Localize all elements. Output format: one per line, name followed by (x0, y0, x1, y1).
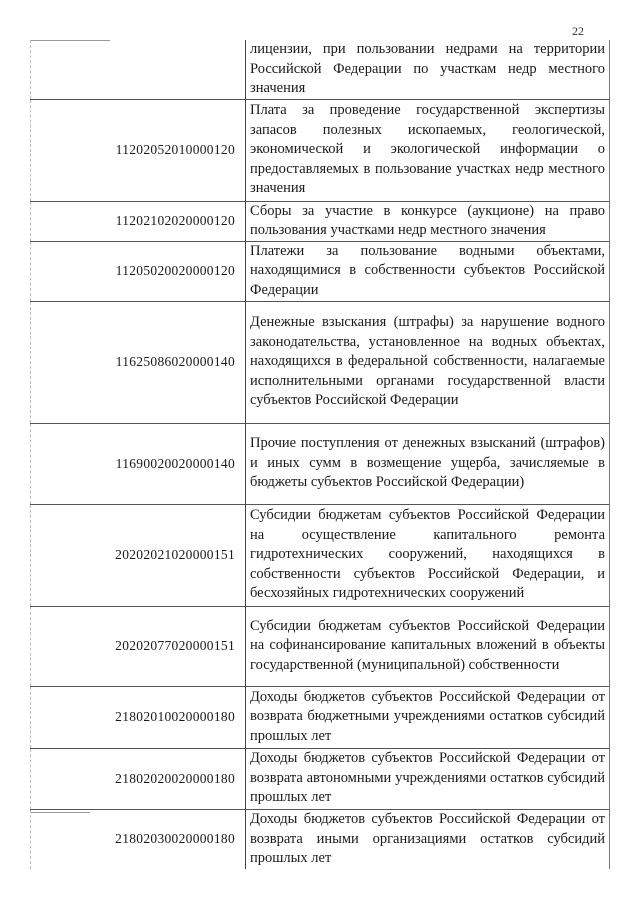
table-row (31, 606, 610, 686)
revenue-description: Прочие поступления от денежных взысканий (штрафов) и иных сумм в возмещение ущерба, зачисляемые в бюджеты субъектов Российской Федерации) (246, 423, 610, 504)
table-row (31, 241, 610, 301)
revenue-description: Субсидии бюджетам субъектов Российской Федерации на софинансирование капитальных вложений в объекты государственной (муниципальной) собственности (246, 606, 610, 686)
revenue-description: Доходы бюджетов субъектов Российской Федерации от возврата иными организациями остатков субсидий прошлых лет (246, 809, 610, 869)
revenue-code: 11625086020000140 (31, 301, 246, 423)
page-number: 22 (572, 24, 584, 38)
table-row (31, 99, 610, 201)
revenue-description: Платежи за пользование водными объектами, находящимися в собственности субъектов Российской Федерации (246, 241, 610, 301)
table-row (31, 423, 610, 504)
revenue-code: 20202021020000151 (31, 504, 246, 606)
revenue-code: 11202052010000120 (31, 99, 246, 201)
revenue-description: Сборы за участие в конкурсе (аукционе) на право пользования участками недр местного значения (246, 201, 610, 241)
revenue-description: Субсидии бюджетам субъектов Российской Федерации на осуществление капитального ремонта гидротехнических сооружений, находящихся в собственности субъектов Российской Федерации, и бесхозяйных гидротехнических сооружений (246, 504, 610, 606)
table-row (31, 809, 610, 869)
revenue-code: 11690020020000140 (31, 423, 246, 504)
revenue-code: 11205020020000120 (31, 241, 246, 301)
revenue-description: Доходы бюджетов субъектов Российской Федерации от возврата автономными учреждениями остатков субсидий прошлых лет (246, 748, 610, 809)
table-row (31, 748, 610, 809)
table-row (31, 301, 610, 423)
table-row (31, 201, 610, 241)
revenue-description: Денежные взыскания (штрафы) за нарушение водного законодательства, установленное на водных объектах, находящихся в федеральной собственности, налагаемые исполнительными органами государственной власти субъектов Российской Федерации (246, 301, 610, 423)
revenue-code (31, 40, 246, 99)
revenue-code: 21802020020000180 (31, 748, 246, 809)
revenue-code: 21802030020000180 (31, 809, 246, 869)
table-row (31, 40, 610, 99)
revenue-description: Плата за проведение государственной экспертизы запасов полезных ископаемых, геологической, экономической и экологической информации о предоставляемых в пользование участках недр местного значения (246, 99, 610, 201)
table-row (31, 686, 610, 748)
revenue-description: лицензии, при пользовании недрами на территории Российской Федерации по участкам недр местного значения (246, 40, 610, 99)
revenue-code: 21802010020000180 (31, 686, 246, 748)
table-row (31, 504, 610, 606)
revenue-codes-table (30, 40, 610, 869)
revenue-code: 20202077020000151 (31, 606, 246, 686)
revenue-description: Доходы бюджетов субъектов Российской Федерации от возврата бюджетными учреждениями остатков субсидий прошлых лет (246, 686, 610, 748)
revenue-code: 11202102020000120 (31, 201, 246, 241)
